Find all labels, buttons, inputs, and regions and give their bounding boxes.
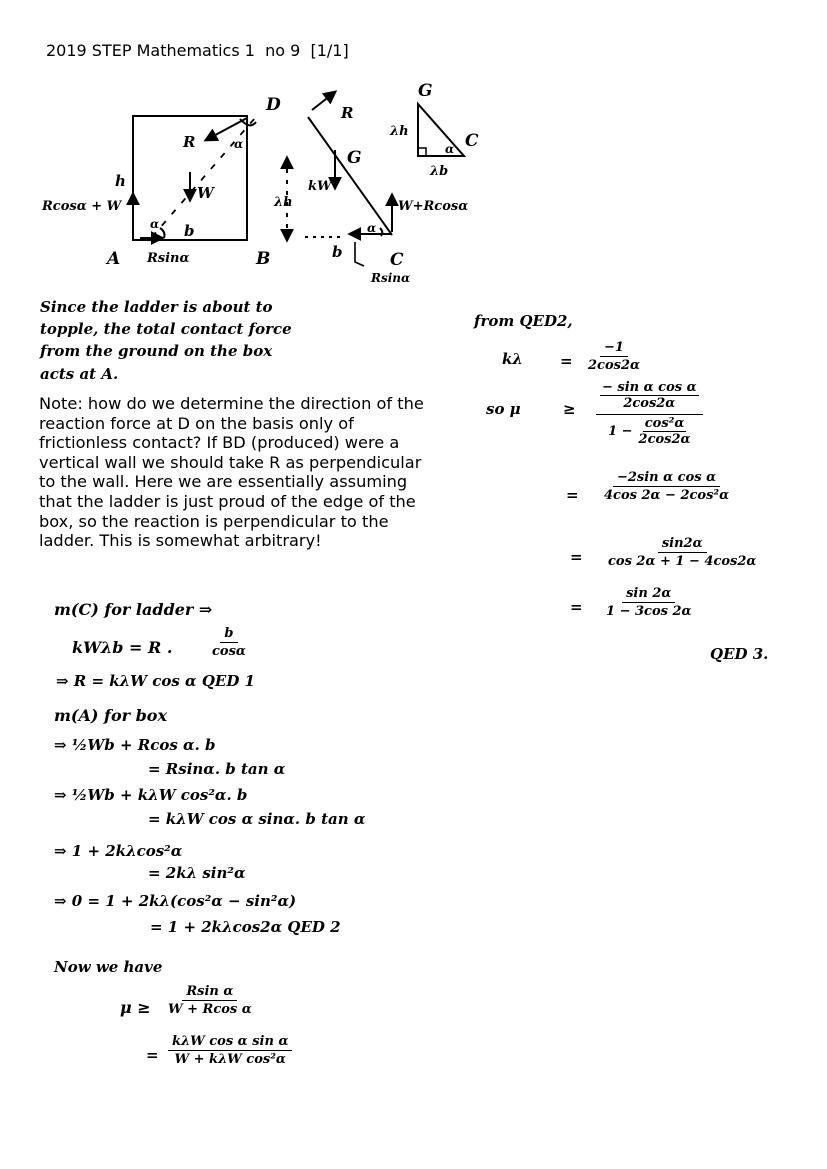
label-bottom-force-ladder: Rsinα	[371, 271, 411, 285]
step4-eq: =	[570, 598, 583, 616]
diagrams	[0, 0, 827, 300]
mu-inner-num: − sin α cos α	[602, 380, 697, 395]
step3-fraction	[608, 536, 756, 569]
step4-fraction	[606, 586, 692, 619]
label-C-ladder: C	[390, 250, 404, 270]
label-bottom-force-box: Rsinα	[147, 251, 190, 266]
mu-frac1-den: W + Rcos α	[168, 1002, 252, 1017]
eq2: ⇒ R = kλW cos α QED 1	[56, 672, 255, 690]
label-A: A	[107, 249, 121, 269]
label-B: B	[256, 249, 271, 269]
step2-den: 4cos 2α − 2cos²α	[604, 488, 730, 503]
label-R-ladder: R	[341, 104, 354, 122]
label-right-force: W+Rcosα	[398, 199, 469, 214]
eq4b: = kλW cos α sinα. b tan α	[148, 810, 366, 828]
eq1-frac-den: cosα	[212, 644, 246, 659]
klambda-eq: =	[560, 352, 573, 370]
mu-compound-fraction	[596, 380, 703, 447]
eq1-lhs: kWλb = R .	[72, 638, 173, 657]
mu-fraction-1	[168, 984, 252, 1017]
eq1-frac-num: b	[220, 626, 237, 643]
from-qed2: from QED2,	[474, 312, 573, 330]
step3-eq: =	[570, 548, 583, 566]
label-lambda-h-tri: λh	[390, 124, 409, 139]
mu-den-one: 1 −	[608, 424, 633, 439]
mu-inner-den: 2cos2α	[623, 396, 676, 411]
mu-den-den: 2cos2α	[638, 432, 691, 447]
eq6b: = 1 + 2kλcos2α QED 2	[150, 918, 341, 936]
step3-num: sin2α	[658, 536, 707, 553]
step2-eq: =	[566, 486, 579, 504]
ladder-line	[308, 117, 392, 235]
right-angle-mark	[418, 148, 426, 156]
mu-den-num: cos²α	[644, 416, 685, 431]
mu-fraction-2	[168, 1034, 292, 1067]
eq4a: ⇒ ½Wb + kλW cos²α. b	[54, 786, 248, 804]
mu-frac1-num: Rsin α	[182, 984, 237, 1001]
step4-num: sin 2α	[622, 586, 675, 603]
angle-A-arc	[160, 228, 165, 238]
mu-ineq: μ ≥	[120, 998, 151, 1017]
label-alpha-A: α	[150, 217, 160, 231]
step2-num: −2sin α cos α	[613, 470, 720, 487]
mu-geq: ≥	[563, 400, 576, 418]
klambda-label: kλ	[502, 350, 523, 368]
label-alpha-C: α	[367, 221, 377, 235]
kl-den: 2cos2α	[588, 358, 640, 373]
mu-frac2-den: W + kλW cos²α	[174, 1052, 286, 1067]
label-R-box: R	[183, 133, 196, 151]
label-alpha-tri: α	[445, 142, 455, 156]
intro-line-1: Since the ladder is about to	[40, 298, 273, 316]
intro-line-4: acts at A.	[40, 365, 119, 383]
label-G-ladder: G	[347, 148, 362, 168]
mu-compound-den	[608, 415, 690, 447]
arrow-R-ladder	[312, 92, 335, 110]
kl-num: −1	[600, 340, 628, 357]
now-we-have: Now we have	[54, 958, 163, 976]
label-left-force: Rcosα + W	[42, 199, 122, 214]
triangle-diagram	[418, 104, 464, 156]
label-G-tri: G	[418, 81, 433, 101]
step3-den: cos 2α + 1 − 4cos2α	[608, 554, 757, 569]
step4-den: 1 − 3cos 2α	[606, 604, 692, 619]
label-W-box: W	[197, 184, 214, 202]
step2-fraction	[604, 470, 729, 503]
note-paragraph: Note: how do we determine the direction of the reaction force at D on the basis only of frictionless contact? If BD (produced) were a vertical wall we should take R as perpendicular to the wall. Here we are essentially assuming that the ladder is just proud of the edge of the box, so the reaction is perpendicular to the ladder. This is somewhat arbitrary!	[39, 394, 424, 551]
eq3a: ⇒ ½Wb + Rcos α. b	[54, 736, 216, 754]
mu-frac2-num: kλW cos α sin α	[168, 1034, 292, 1051]
intro-line-2: topple, the total contact force	[40, 320, 292, 338]
moments-ladder: m(C) for ladder ⇒	[54, 600, 213, 619]
label-alpha-D: α	[234, 137, 244, 151]
qed3: QED 3.	[710, 645, 769, 663]
so-mu: so μ	[486, 400, 521, 418]
intro-line-3: from the ground on the box	[40, 342, 273, 360]
eq5a: ⇒ 1 + 2kλcos²α	[54, 842, 183, 860]
eq5b: = 2kλ sin²α	[148, 864, 246, 882]
label-b-ladder: b	[332, 243, 343, 261]
eq6a: ⇒ 0 = 1 + 2kλ(cos²α − sin²α)	[54, 892, 297, 910]
label-lambda-b-tri: λb	[430, 164, 449, 179]
label-kW: kW	[308, 179, 332, 194]
label-C-tri: C	[465, 131, 479, 151]
label-D: D	[266, 95, 281, 115]
eq1-fraction	[212, 626, 246, 659]
mu-compound-num	[596, 380, 703, 415]
ladder-dashed	[152, 118, 255, 237]
eq3b: = Rsinα. b tan α	[148, 760, 286, 778]
mu-eq-sign: =	[146, 1046, 159, 1064]
moments-box: m(A) for box	[54, 706, 168, 725]
page-header: 2019 STEP Mathematics 1 no 9 [1/1]	[46, 41, 349, 60]
label-lambda-h-box: λh	[274, 195, 293, 210]
label-h: h	[115, 172, 126, 190]
klambda-fraction	[588, 340, 640, 373]
label-b-box: b	[184, 222, 195, 240]
b-dim	[355, 242, 364, 266]
